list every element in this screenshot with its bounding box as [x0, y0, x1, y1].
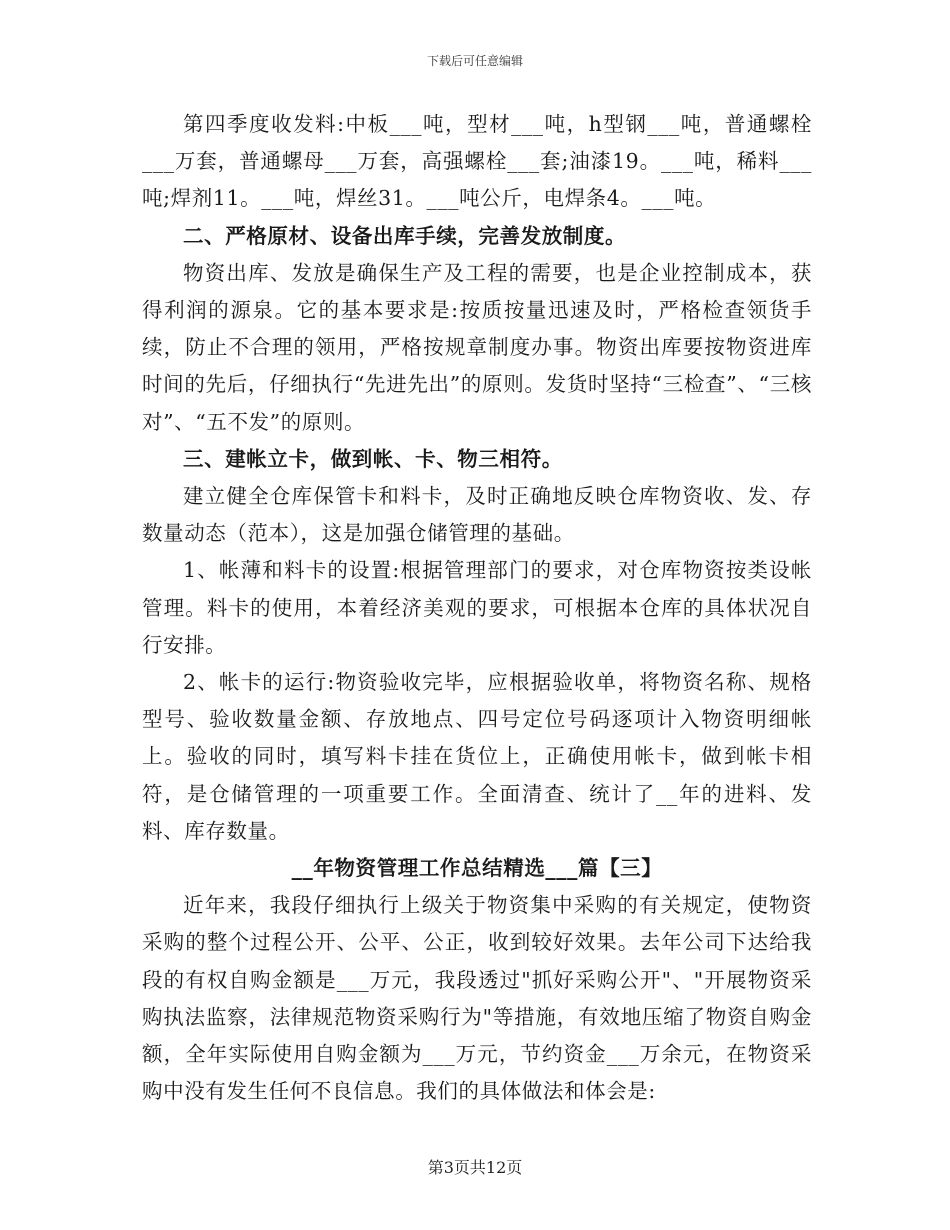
section-title: __年物资管理工作总结精选___篇【三】 [291, 856, 663, 881]
paragraph-cards-basis: 建立健全仓库保管卡和料卡，及时正确地反映仓库物资收、发、存数量动态（范本），这是加强仓储管理的基础。 [142, 484, 812, 546]
paragraph-procurement: 近年来，我段仔细执行上级关于物资集中采购的有关规定，使物资采购的整个过程公开、公平、公正，收到较好效果。去年公司下达给我段的有权自购金额是___万元，我段透过"抓好采购公开"、"开展物资采购执法监察，法律规范物资采购行为"等措施，有效地压缩了物资自购金额，全年实际使用自购金额为___万元，节约资金___万余元，在物资采购中没有发生任何不良信息。我们的具体做法和体会是: [142, 893, 812, 1104]
paragraph-ledger-operation: 2、帐卡的运行:物资验收完毕，应根据验收单，将物资名称、规格型号、验收数量金额、存放地点、四号定位号码逐项计入物资明细帐上。验收的同时，填写料卡挂在货位上，正确使用帐卡，做到帐卡相符，是仓储管理的一项重要工作。全面清查、统计了__年的进料、发料、库存数量。 [142, 670, 812, 843]
page-header-note: 下载后可任意编辑 [426, 54, 523, 68]
heading-outbound-procedures: 二、严格原材、设备出库手续，完善发放制度。 [183, 223, 627, 248]
paragraph-q4-materials: 第四季度收发料:中板___吨，型材___吨，h型钢___吨，普通螺栓___万套，普通螺母___万套，高强螺栓___套;油漆19。___吨，稀料___吨;焊剂11。___吨，焊丝31。___吨公斤，电焊条4。___吨。 [142, 112, 812, 211]
page-footer-number: 第3页共12页 [427, 1158, 523, 1177]
document-body [142, 106, 812, 1110]
paragraph-ledger-setup: 1、帐薄和料卡的设置:根据管理部门的要求，对仓库物资按类设帐管理。料卡的使用，本着经济美观的要求，可根据本仓库的具体状况自行安排。 [142, 558, 812, 657]
heading-ledger-cards: 三、建帐立卡，做到帐、卡、物三相符。 [183, 446, 563, 471]
paragraph-outbound-requirements: 物资出库、发放是确保生产及工程的需要，也是企业控制成本，获得利润的源泉。它的基本要求是:按质按量迅速及时，严格检查领货手续，防止不合理的领用，严格按规章制度办事。物资出库要按物资进库时间的先后，仔细执行“先进先出”的原则。发货时坚持“三检查”、“三核对”、“五不发”的原则。 [142, 260, 812, 434]
